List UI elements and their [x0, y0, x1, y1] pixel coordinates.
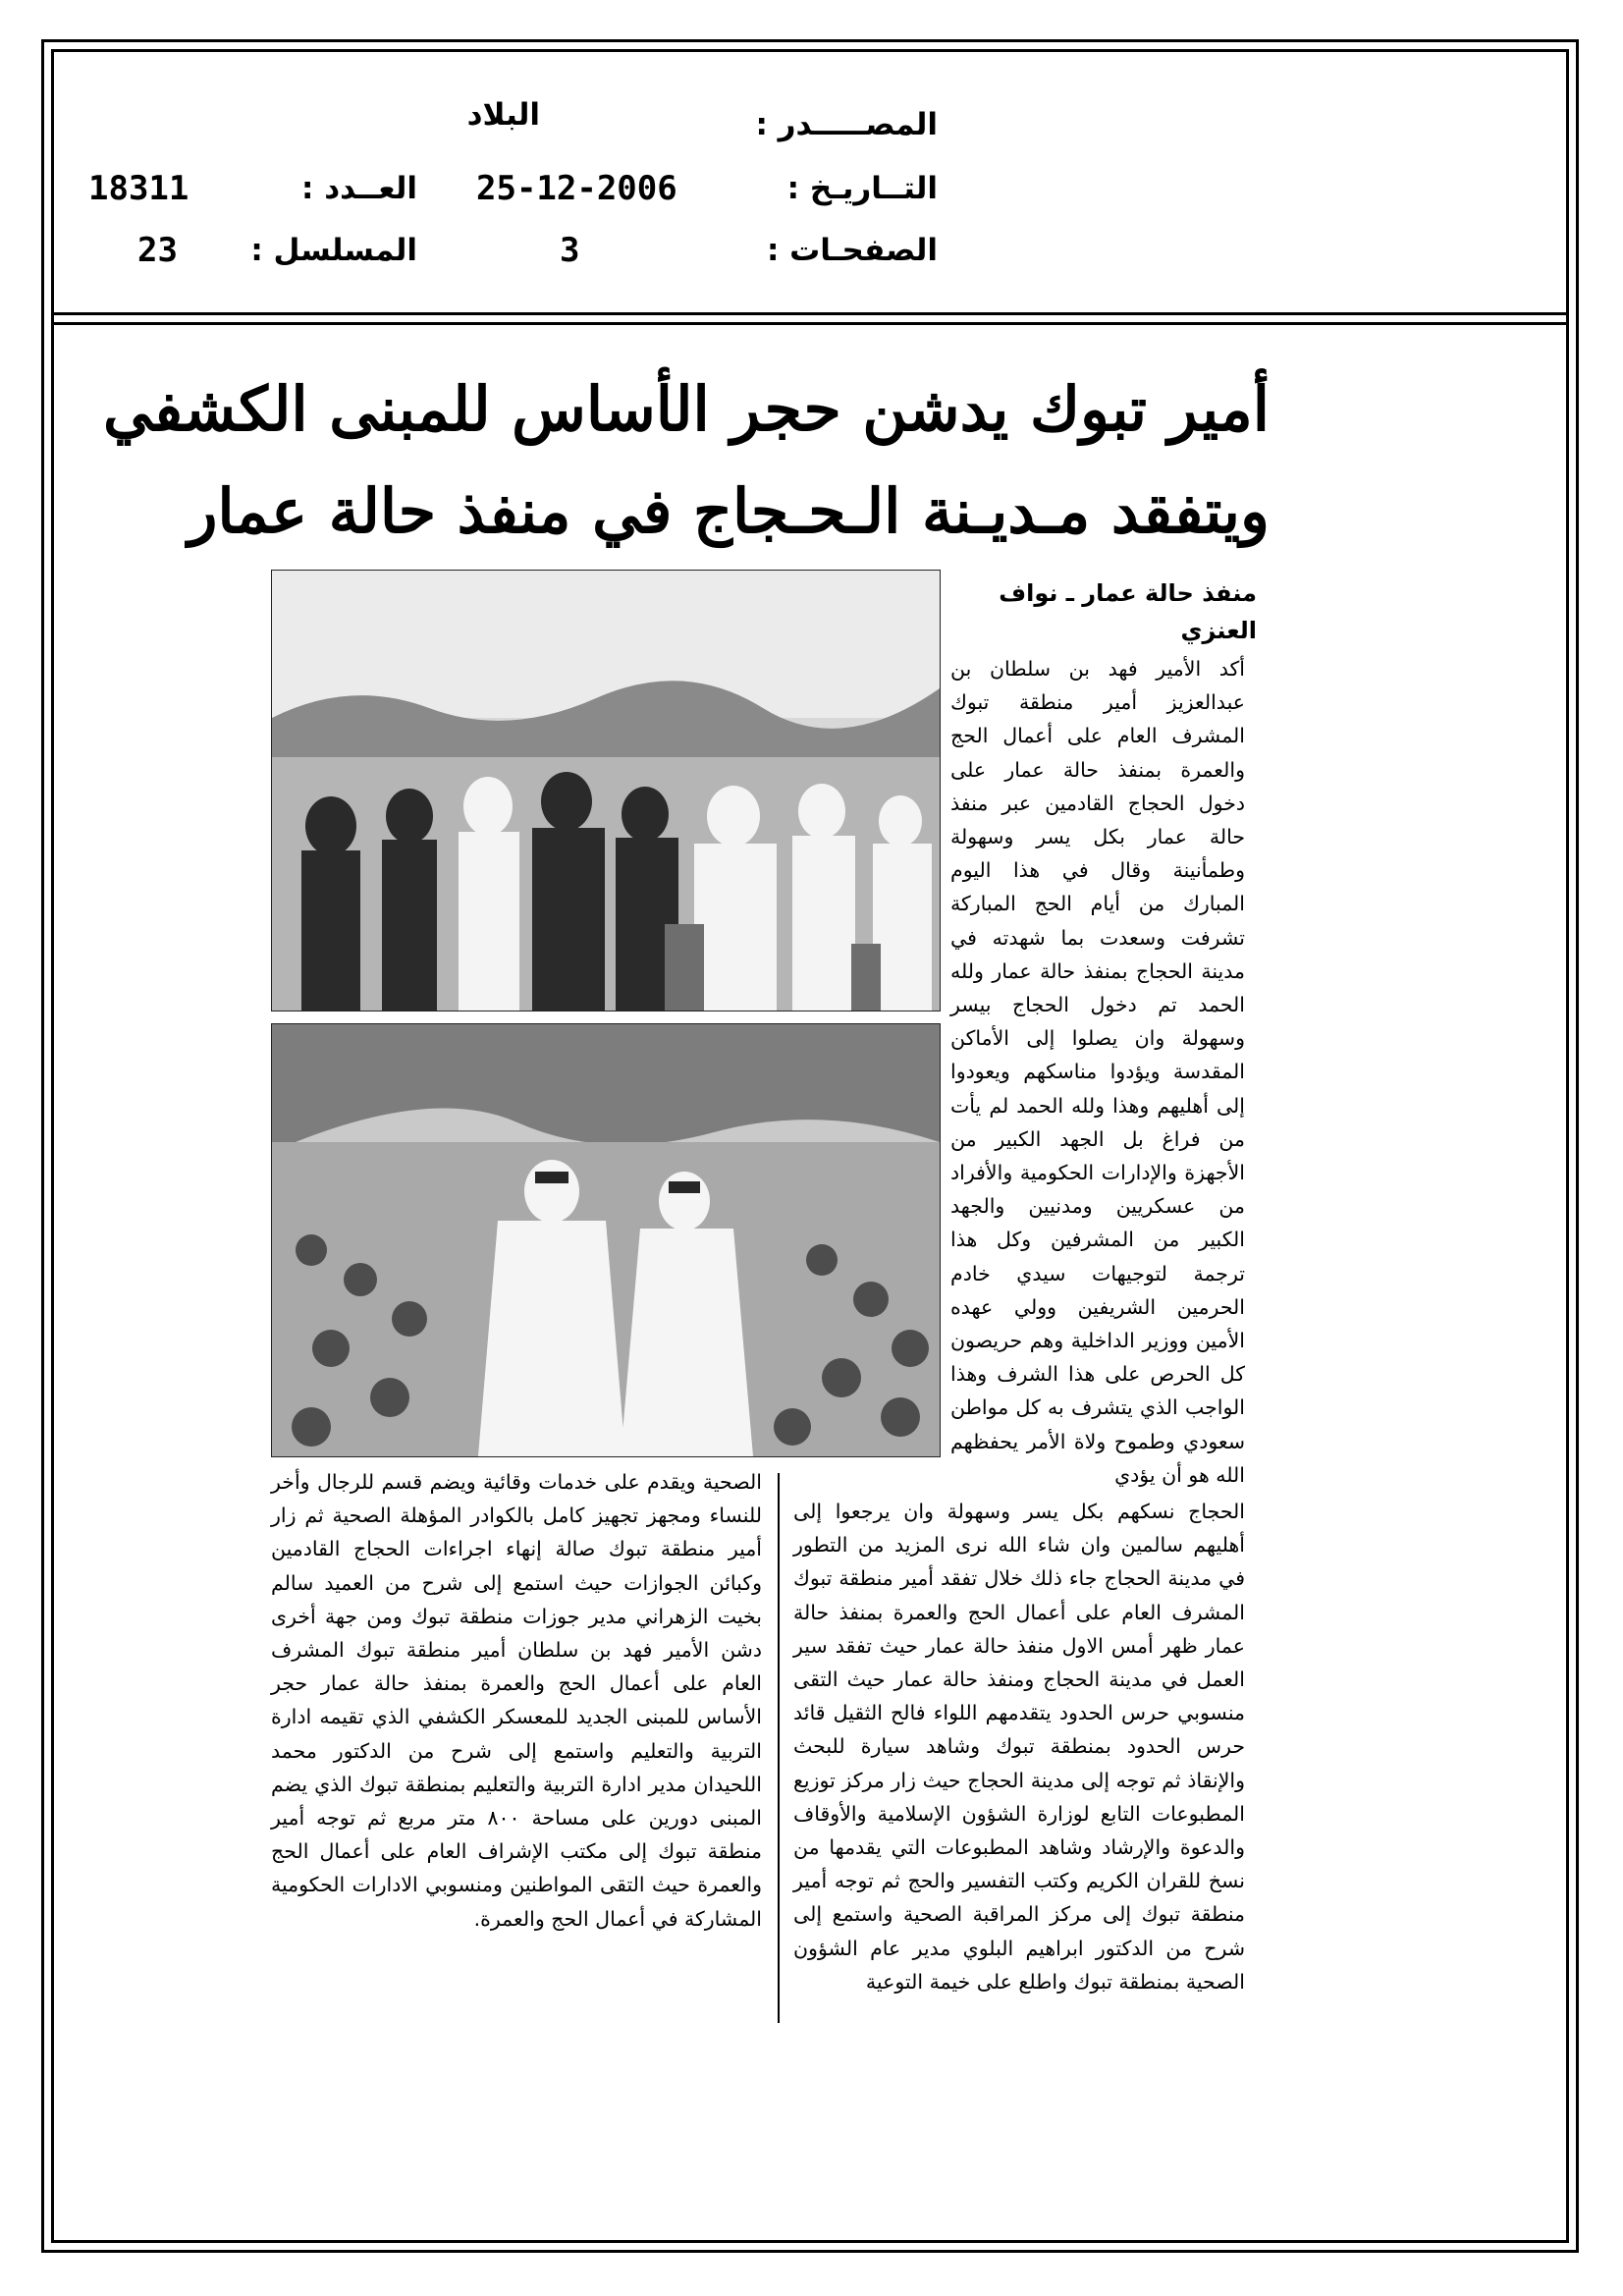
header-divider-bottom [51, 322, 1569, 325]
article-photo-upper [271, 570, 941, 1011]
issue-value: 18311 [88, 169, 189, 208]
photo-lower-graphic [272, 1024, 940, 1456]
serial-label: المسلسل : [250, 233, 417, 268]
pages-value: 3 [560, 231, 580, 270]
article-column-right-upper: أكد الأمير فهد بن سلطان بن عبدالعزيز أمير منطقة تبوك المشرف العام على أعمال الحج والعمرة بمنفذ حالة عمار على دخول الحجاج القادمين عبر منفذ حالة عمار بكل يسر وسهولة وطمأنينة وقال في هذا اليوم المبارك من أيام الحج المباركة تشرفت وسعدت بما شهدته في مدينة الحجاج بمنفذ حالة عمار ولله الحمد تم دخول الحجاج بيسر وسهولة وان يصلوا إلى الأماكن المقدسة ويؤدوا مناسكهم ويعودوا إلى أهليهم وهذا ولله الحمد لم يأت من فراغ بل الجهد الكبير من الأجهزة والإدارات الحكومية والأفراد من عسكريين ومدنيين والجهد الكبير من المشرفين وكل هذا ترجمة لتوجيهات سيدي خادم الحرمين الشريفين وولي عهده الأمين ووزير الداخلية وهم حريصون كل الحرص على هذا الشرف وهذا الواجب الذي يتشرف به كل مواطن سعودي وطموح ولاة الأمر يحفظهم الله هو أن يؤدي [950, 657, 1245, 1487]
column-separator [778, 1473, 780, 2023]
article-photo-lower [271, 1023, 941, 1457]
date-label: التــاريـخ : [786, 171, 938, 206]
serial-value: 23 [137, 231, 178, 270]
article-headline-line1: أمير تبوك يدشن حجر الأساس للمبنى الكشفي [102, 373, 1270, 445]
article-column-left: الصحية ويقدم على خدمات وقائية ويضم قسم للرجال وأخر للنساء ومجهز تجهيز كامل بالكوادر المؤهلة الصحية ثم زار أمير منطقة تبوك صالة إنهاء اجراءات الحجاج القادمين وكبائن الجوازات حيث استمع إلى شرح من العميد سالم بخيت الزهراني مدير جوزات منطقة تبوك ومن جهة أخرى دشن الأمير فهد بن سلطان أمير منطقة تبوك المشرف العام على أعمال الحج والعمرة بمنفذ حالة عمار حجر الأساس للمبنى الجديد للمعسكر الكشفي الذي تقيمه ادارة التربية والتعليم واستمع إلى شرح من الدكتور محمد اللحيدان مدير ادارة التربية والتعليم بمنطقة تبوك الذي يضم المبنى دورين على مساحة ٨٠٠ متر مربع ثم توجه أمير منطقة تبوك إلى مكتب الإشراف العام على أعمال الحج والعمرة حيث التقى المواطنين ومنسوبي الادارات الحكومية المشاركة في أعمال الحج والعمرة. [271, 1470, 762, 1931]
source-label: المصـــــدر : [755, 107, 938, 142]
header-divider-top [51, 312, 1569, 315]
article-column-right-lower: الحجاج نسكهم بكل يسر وسهولة وان يرجعوا إلى أهليهم سالمين وان شاء الله نرى المزيد من التطور في مدينة الحجاج جاء ذلك خلال تفقد أمير منطقة تبوك المشرف العام على أعمال الحج والعمرة بمنفذ حالة عمار ظهر أمس الاول منفذ حالة عمار حيث تفقد سير العمل في مدينة الحجاج ومنفذ حالة عمار حيث التقى منسوبي حرس الحدود يتقدمهم اللواء فالح الثقيل قائد حرس الحدود بمنطقة تبوك وشاهد سيارة للبحث والإنقاذ ثم توجه إلى مدينة الحجاج حيث زار مركز توزيع المطبوعات التابع لوزارة الشؤون الإسلامية والأوقاف والدعوة والإرشاد وشاهد المطبوعات التي يقدمها من نسخ للقران الكريم وكتب التفسير والحج ثم توجه أمير منطقة تبوك إلى مركز المراقبة الصحية واستمع إلى شرح من الدكتور ابراهيم البلوي مدير عام الشؤون الصحية بمنطقة تبوك واطلع على خيمة التوعية [793, 1500, 1245, 1994]
issue-label: العــدد : [301, 171, 417, 206]
date-value: 25-12-2006 [476, 169, 677, 208]
article-byline-line2: العنزي [1180, 617, 1257, 644]
source-value: البلاد [466, 97, 540, 133]
photo-upper-graphic [272, 571, 940, 1011]
article-byline-line1: منفذ حالة عمار ـ نواف [999, 579, 1257, 607]
article-headline-line2: ويتفقد مـديـنة الـحـجاج في منفذ حالة عمار [188, 475, 1270, 547]
pages-label: الصفحـات : [766, 233, 938, 268]
